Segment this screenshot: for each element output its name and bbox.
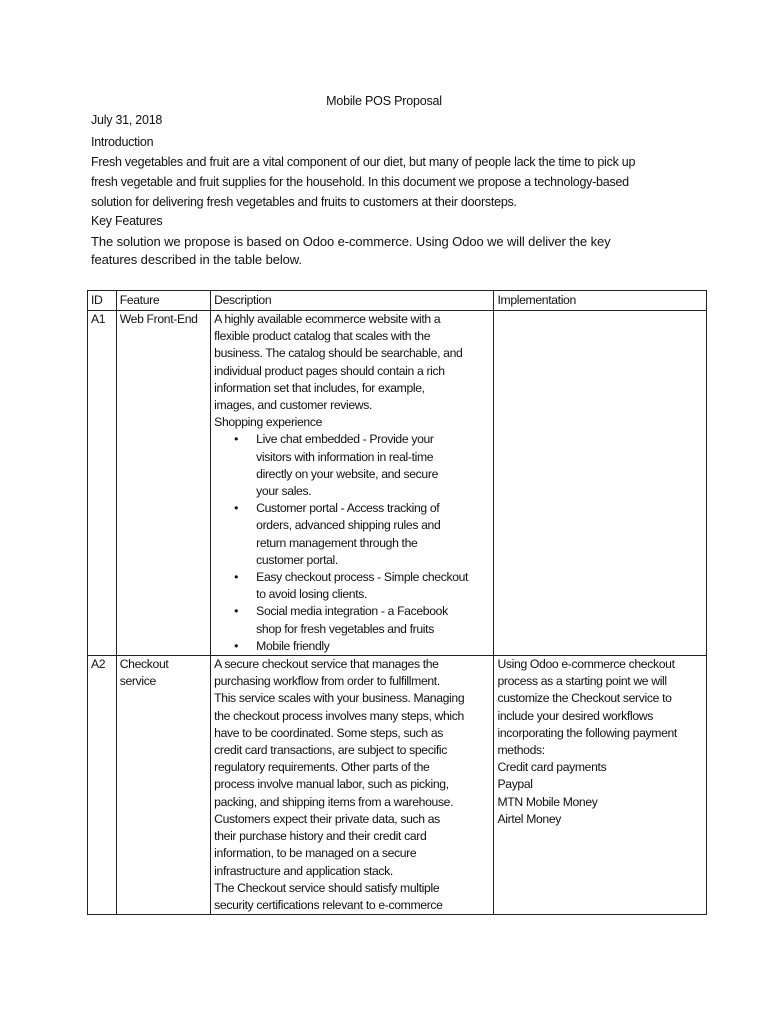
payment-method: Airtel Money: [497, 811, 562, 826]
shopping-experience-label: Shopping experience: [214, 415, 323, 430]
description-line: flexible product catalog that scales with the: [214, 329, 431, 344]
header-implementation: Implementation: [494, 291, 707, 311]
description-line: credit card transactions, are subject to specific: [214, 743, 447, 758]
header-feature: Feature: [116, 291, 210, 311]
implementation-line: process as a starting point we will: [497, 674, 667, 689]
description-line: A secure checkout service that manages the: [214, 657, 439, 672]
description-line: purchasing workflow from order to fulfillment.: [214, 674, 440, 689]
implementation-line: methods:: [497, 743, 545, 758]
description-line: The Checkout service should satisfy multiple: [214, 880, 440, 895]
document-title: Mobile POS Proposal: [326, 94, 442, 108]
intro-line-3: solution for delivering fresh vegetables and fruits to customers at their doorsteps.: [91, 195, 517, 209]
cell-feature: [116, 311, 210, 656]
bullet-line: visitors with information in real-time: [256, 449, 434, 464]
cell-implementation: [494, 311, 707, 656]
key-features-line-2: features described in the table below.: [91, 252, 302, 267]
header-description: Description: [211, 291, 494, 311]
description-line: process involve manual labor, such as picking,: [214, 777, 449, 792]
key-features-line-1: The solution we propose is based on Odoo e-commerce. Using Odoo we will deliver the key: [91, 234, 611, 249]
implementation-line: incorporating the following payment: [497, 725, 677, 740]
description-line: infrastructure and application stack.: [214, 863, 393, 878]
row-id: A1: [91, 312, 106, 326]
cell-id: [88, 656, 117, 915]
description-line: individual product pages should contain a rich: [214, 363, 445, 378]
cell-description: [211, 311, 494, 656]
table-header-row: [88, 291, 707, 311]
bullet-item: • Mobile friendly: [214, 638, 490, 655]
cell-feature: [116, 656, 210, 915]
description-line: regulatory requirements. Other parts of the: [214, 760, 430, 775]
feature-line: Checkout: [119, 657, 169, 672]
description-line: packing, and shipping items from a warehouse.: [214, 794, 454, 809]
description-line: the checkout process involves many steps, which: [214, 708, 464, 723]
description-line: have to be coordinated. Some steps, such as: [214, 725, 444, 740]
bullet-line: directly on your website, and secure: [256, 466, 438, 481]
document-date: July 31, 2018: [91, 113, 163, 127]
description-line: information, to be managed on a secure: [214, 846, 417, 861]
bullet-line: return management through the: [256, 535, 418, 550]
bullet-item: • Customer portal - Access tracking of: [214, 500, 490, 517]
bullet-item: • Live chat embedded - Provide your: [214, 431, 490, 448]
payment-method: Paypal: [497, 777, 533, 792]
intro-line-1: Fresh vegetables and fruit are a vital component of our diet, but many of people lack the time to pick up: [91, 155, 636, 169]
description-line: A highly available ecommerce website with a: [214, 312, 441, 326]
features-table: [87, 290, 707, 915]
cell-description: [211, 656, 494, 915]
payment-method: Credit card payments: [497, 760, 607, 775]
header-id: ID: [88, 291, 117, 311]
bullet-line: shop for fresh vegetables and fruits: [256, 621, 434, 636]
description-line: information set that includes, for example,: [214, 380, 425, 395]
cell-id: [88, 311, 117, 656]
description-line: images, and customer reviews.: [214, 398, 373, 413]
bullet-item: • Easy checkout process - Simple checkout: [214, 569, 490, 586]
payment-method: MTN Mobile Money: [497, 794, 598, 809]
implementation-line: customize the Checkout service to: [497, 691, 672, 706]
bullet-line: to avoid losing clients.: [256, 587, 368, 602]
bullet-line: orders, advanced shipping rules and: [256, 518, 441, 533]
implementation-line: include your desired workflows: [497, 708, 653, 723]
bullet-line: your sales.: [256, 484, 312, 499]
table-row: [88, 656, 707, 915]
description-line: their purchase history and their credit card: [214, 829, 427, 844]
feature-line: Web Front-End: [119, 312, 198, 326]
bullet-item: • Social media integration - a Facebook: [214, 603, 490, 620]
feature-line: service: [119, 674, 156, 689]
cell-implementation: [494, 656, 707, 915]
implementation-line: Using Odoo e-commerce checkout: [497, 657, 675, 672]
description-line: security certifications relevant to e-commerce: [214, 897, 443, 912]
key-features-heading: Key Features: [91, 214, 163, 228]
table-row: [88, 311, 707, 656]
description-line: Customers expect their private data, such as: [214, 811, 440, 826]
description-line: This service scales with your business. Managing: [214, 691, 465, 706]
intro-heading: Introduction: [91, 135, 154, 149]
description-line: business. The catalog should be searchable, and: [214, 346, 463, 361]
row-id: A2: [91, 657, 106, 672]
bullet-line: customer portal.: [256, 552, 338, 567]
intro-line-2: fresh vegetable and fruit supplies for the household. In this document we propose a technology-based: [91, 175, 629, 189]
